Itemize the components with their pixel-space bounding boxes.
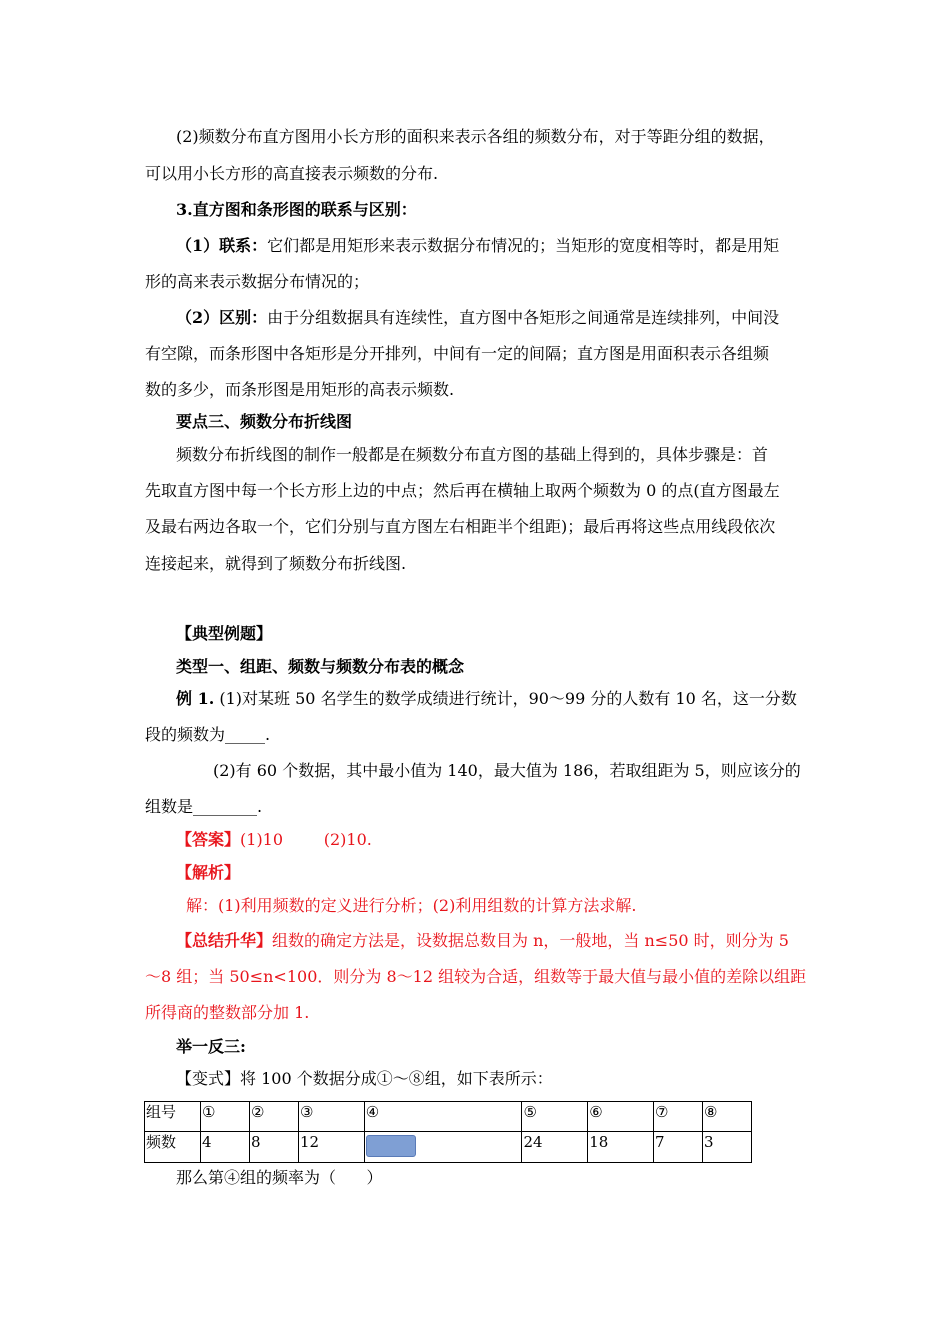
table-row-frequency (145, 1132, 752, 1163)
table-cell: ⑥ (588, 1102, 654, 1132)
typical-examples-heading: 【典型例题】 (176, 624, 273, 643)
table-cell: 24 (522, 1132, 588, 1163)
example-1-line1 (176, 688, 797, 710)
para-difference-line1 (176, 307, 779, 329)
summary-label: 【总结升华】 (176, 931, 273, 950)
table-cell: ⑧ (702, 1102, 751, 1132)
connection-label: （1）联系： (176, 236, 268, 255)
table-cell: 7 (654, 1132, 703, 1163)
variant-intro: 【变式】将 100 个数据分成①～⑧组，如下表所示： (176, 1069, 553, 1088)
practice-heading: 举一反三: (176, 1037, 246, 1056)
example-1-label: 例 1. (176, 689, 215, 708)
analysis-text: 解：(1)利用频数的定义进行分析；(2)利用组数的计算方法求解. (186, 896, 637, 915)
table-row-group-number (145, 1102, 752, 1132)
table-cell: ① (201, 1102, 250, 1132)
summary-text: 组数的确定方法是，设数据总数目为 n，一般地，当 n≤50 时，则分为 5 (272, 931, 789, 950)
section-heading-3: 3.直方图和条形图的联系与区别： (176, 200, 417, 219)
para-histogram-2-line1: (2)频数分布直方图用小长方形的面积来表示各组的频数分布，对于等距分组的数据， (176, 127, 775, 146)
para-histogram-2-line2: 可以用小长方形的高直接表示频数的分布. (145, 164, 439, 183)
summary-line3: 所得商的整数部分加 1. (145, 1003, 310, 1022)
table-cell: 8 (249, 1132, 298, 1163)
analysis-label: 【解析】 (176, 863, 241, 882)
table-cell-blank (364, 1132, 522, 1163)
example-1-part2-line2: 组数是________. (145, 797, 263, 816)
variant-question: 那么第④组的频率为（ ） (176, 1168, 383, 1187)
type-one-heading: 类型一、组距、频数与频数分布表的概念 (176, 657, 465, 676)
table-cell: ④ (364, 1102, 522, 1132)
table-cell: 18 (588, 1132, 654, 1163)
table-cell: 频数 (145, 1132, 201, 1163)
keypoint-3-heading: 要点三、频数分布折线图 (176, 412, 353, 431)
table-cell: ② (249, 1102, 298, 1132)
table-cell: 组号 (145, 1102, 201, 1132)
difference-text: 由于分组数据具有连续性，直方图中各矩形之间通常是连续排列，中间没 (267, 308, 780, 327)
answer-text: (1)10 (2)10. (240, 830, 372, 849)
para-polygon-line2: 先取直方图中每一个长方形上边的中点；然后再在横轴上取两个频数为 0 的点(直方图最左 (145, 481, 780, 500)
table-cell: ③ (298, 1102, 364, 1132)
table-cell: ⑤ (522, 1102, 588, 1132)
answer-line (176, 829, 372, 851)
example-1-part2-line1: (2)有 60 个数据，其中最小值为 140，最大值为 186，若取组距为 5，则应该分的 (213, 761, 801, 780)
example-1-line2: 段的频数为_____. (145, 725, 271, 744)
para-polygon-line3: 及最右两边各取一个，它们分别与直方图左右相距半个组距)；最后再将这些点用线段依次 (145, 517, 776, 536)
connection-text: 它们都是用矩形来表示数据分布情况的；当矩形的宽度相等时，都是用矩 (267, 236, 780, 255)
para-connection-line1 (176, 235, 779, 257)
example-1-text: (1)对某班 50 名学生的数学成绩进行统计，90～99 分的人数有 10 名，这一分数 (214, 689, 797, 708)
table-cell: 3 (702, 1132, 751, 1163)
table-cell: 4 (201, 1132, 250, 1163)
para-connection-line2: 形的高来表示数据分布情况的； (145, 272, 370, 291)
para-polygon-line1: 频数分布折线图的制作一般都是在频数分布直方图的基础上得到的，具体步骤是：首 (176, 445, 769, 464)
answer-label: 【答案】 (176, 830, 241, 849)
summary-line1 (176, 930, 789, 952)
summary-line2: ～8 组；当 50≤n<100．则分为 8～12 组较为合适，组数等于最大值与最小值的差除以组距 (145, 967, 807, 986)
table-cell: 12 (298, 1132, 364, 1163)
table-cell: ⑦ (654, 1102, 703, 1132)
para-difference-line2: 有空隙，而条形图中各矩形是分开排列，中间有一定的间隔；直方图是用面积表示各组频 (145, 344, 770, 363)
difference-label: （2）区别： (176, 308, 268, 327)
blank-answer-box[interactable] (366, 1135, 416, 1157)
frequency-table (144, 1101, 752, 1163)
para-difference-line3: 数的多少，而条形图是用矩形的高表示频数. (145, 380, 455, 399)
para-polygon-line4: 连接起来，就得到了频数分布折线图. (145, 554, 407, 573)
